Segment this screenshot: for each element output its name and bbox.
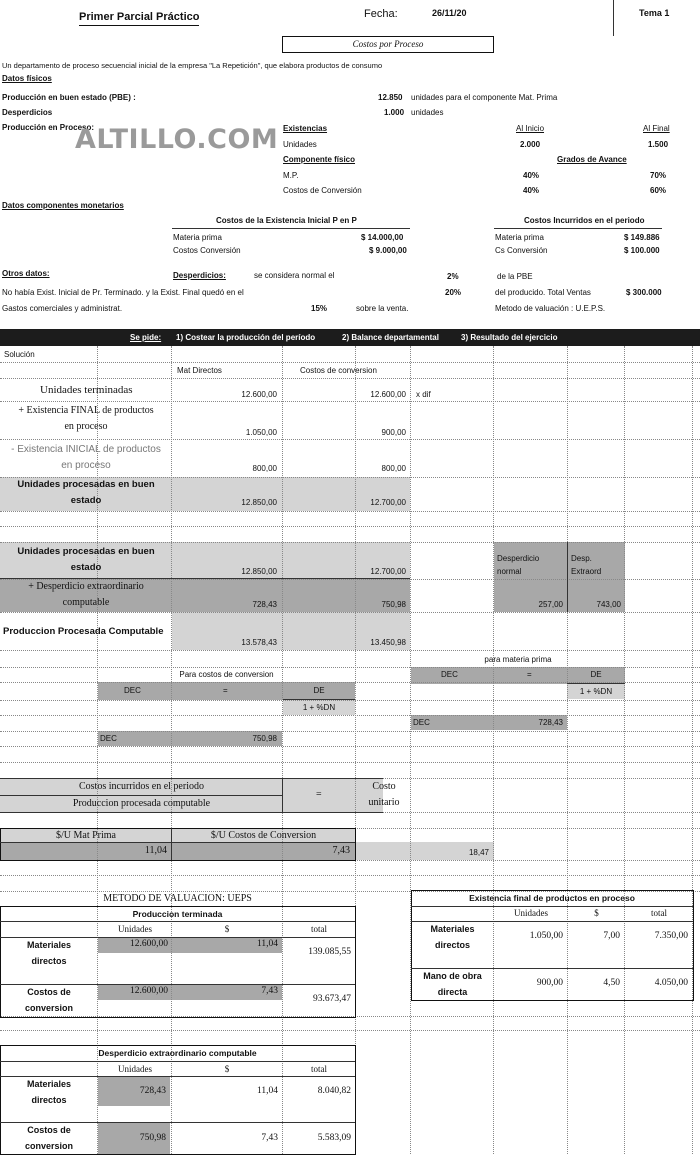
mp-formula-bar [567, 683, 625, 684]
ueps-md-unid: 12.600,00 [130, 939, 168, 949]
cc-label: Costos de Conversión [283, 186, 362, 195]
otros-line2-rest: del producido. Total Ventas [495, 288, 591, 297]
unit-mp-value: 11,04 [144, 845, 167, 856]
ei-mp-label: Materia prima [173, 233, 222, 242]
de-cc-unid: 750,98 [139, 1133, 166, 1143]
mp-formula-de: DE [590, 670, 602, 679]
grid-row [0, 1030, 700, 1031]
grid-row [0, 875, 700, 876]
ef-md-unid: 1.050,00 [529, 931, 563, 941]
intro-text: Un departamento de proceso secuencial inicial de la empresa "La Repetición", que elabora productos de consumo [2, 61, 383, 70]
cc-formula-dec2: DEC [100, 734, 117, 743]
ueps-cc-precio: 7,43 [261, 986, 278, 996]
ueps-cc-label-1: Costos de [27, 987, 71, 997]
cc-formula-de: DE [313, 686, 325, 695]
grid-row [0, 746, 700, 747]
otros-ventas: $ 300.000 [626, 288, 662, 297]
ueps-hdr-line2 [0, 937, 355, 938]
ef-mid-line [411, 968, 693, 969]
ef-md-precio: 7,00 [603, 931, 620, 941]
ueps-mid-line [0, 984, 355, 985]
ef-h-total: total [651, 908, 667, 918]
header-divider [613, 0, 614, 36]
de-hdr-line [0, 1061, 355, 1062]
de-md-total: 8.040,82 [317, 1086, 351, 1096]
grid-row [0, 526, 700, 527]
ppc-label: Produccion Procesada Computable [3, 626, 164, 637]
unit-mp-label: $/U Mat Prima [56, 830, 116, 841]
ef-md-total: 7.350,00 [654, 931, 688, 941]
mp-label: M.P. [283, 171, 299, 180]
ef-md: 1.050,00 [245, 428, 277, 437]
unitario-den: Produccion procesada computable [72, 798, 211, 809]
dec-label-2: computable [62, 597, 110, 608]
otros-desp-pbe: de la PBE [497, 272, 533, 281]
otros-heading: Otros datos: [2, 269, 50, 278]
ei-cc: 800,00 [381, 464, 406, 473]
fecha-label: Fecha: [364, 8, 398, 20]
unit-costs-mid [0, 842, 355, 843]
ueps-md-label-1: Materiales [26, 940, 72, 950]
se-pide-item3: 3) Resultado del ejercicio [461, 333, 558, 342]
ef-mo-total: 4.050,00 [654, 978, 688, 988]
grid-row [0, 477, 700, 478]
cc-formula-den: 1 + %DN [302, 703, 336, 712]
desp-note: unidades [411, 108, 444, 117]
dx-value: 743,00 [596, 600, 621, 609]
otros-desp-text: se considera normal el [254, 271, 335, 280]
ueps-subtitle: Produccion terminada [132, 909, 223, 919]
unitario-bottom [0, 812, 383, 813]
ef-mo-precio: 4,50 [603, 978, 620, 988]
dx-label-2: Extraord [571, 567, 602, 576]
ueps-h-precio: $ [224, 924, 230, 934]
unitario-res-2: unitario [368, 797, 400, 808]
ei-mp-value: $ 14.000,00 [361, 233, 404, 242]
unit-cc-label: $/U Costos de Conversion [210, 830, 317, 841]
grid-row [0, 378, 700, 379]
ut-label: Unidades terminadas [40, 384, 133, 396]
existencias-heading: Existencias [283, 124, 328, 133]
upbe-cc: 12.700,00 [370, 498, 406, 507]
unidades-inicio: 2.000 [520, 140, 541, 149]
grid-col-5 [410, 346, 411, 1154]
ci-title: Costos Incurridos en el periodo [524, 216, 645, 225]
ef-label-1: + Existencia FINAL de productos [18, 405, 154, 416]
mp-formula-eq: = [527, 670, 532, 679]
ef-mo-unid: 900,00 [536, 978, 563, 988]
otros-desp-label: Desperdicios: [173, 271, 226, 280]
mp-inicio: 40% [523, 171, 540, 180]
cc-formula-val: 750,98 [252, 734, 277, 743]
upbe2-cc: 12.700,00 [370, 567, 406, 576]
ueps-hdr-line [0, 921, 355, 922]
componente-heading: Componente físico [283, 155, 356, 164]
de-mid-line [0, 1122, 355, 1123]
proc-label: Producción en Proceso: [2, 123, 95, 132]
ci-cc-value: $ 100.000 [624, 246, 660, 255]
fecha-value: 26/11/20 [432, 8, 467, 18]
unitario-res-1: Costo [372, 781, 396, 792]
de-md-label-2: directos [31, 1095, 67, 1105]
de-md-label-1: Materiales [26, 1079, 72, 1089]
ci-mp-label: Materia prima [495, 233, 544, 242]
upbe-label-1: Unidades procesadas en buen [17, 479, 155, 490]
ueps-cc-unid: 12.600,00 [130, 986, 168, 996]
grid-row [0, 762, 700, 763]
mp-formula-val: 728,43 [538, 718, 563, 727]
page-title: Primer Parcial Práctico [79, 11, 199, 26]
mp-formula-dec: DEC [441, 670, 458, 679]
cc-formula-dec: DEC [124, 686, 141, 695]
ei-rule [172, 228, 410, 229]
col-mat-directos: Mat Directos [177, 366, 222, 375]
solucion-label: Solución [4, 350, 35, 359]
de-md-unid: 728,43 [139, 1086, 166, 1096]
grid-row [0, 667, 700, 668]
ef-md-label-2: directos [434, 940, 470, 950]
de-h-precio: $ [224, 1064, 230, 1074]
grid-row [0, 700, 700, 701]
cc-formula-eq: = [223, 686, 228, 695]
dx-label-1: Desp. [571, 554, 592, 563]
monetarios-heading: Datos componentes monetarios [2, 201, 124, 210]
ei-md: 800,00 [252, 464, 277, 473]
otros-line2-pct: 20% [445, 288, 462, 297]
ci-cc-label: Cs Conversión [495, 246, 548, 255]
ueps-title: METODO DE VALUACION: UEPS [103, 893, 252, 904]
se-pide-item2: 2) Balance departamental [342, 333, 439, 342]
watermark-logo: ALTILLO.COM [75, 124, 279, 155]
unit-total-value: 18,47 [468, 848, 489, 857]
grid-row [0, 511, 700, 512]
upbe2-bottom [0, 578, 410, 579]
unit-cc-value: 7,43 [332, 845, 350, 856]
otros-metodo: Metodo de valuación : U.E.P.S. [495, 304, 606, 313]
cc-inicio: 40% [523, 186, 540, 195]
ppc-md: 13.578,43 [241, 638, 277, 647]
upbe2-label-1: Unidades procesadas en buen [17, 546, 155, 557]
al-final-heading: Al Final [643, 124, 670, 133]
dn-value: 257,00 [538, 600, 563, 609]
cc-formula-bar [283, 699, 355, 700]
de-md-precio: 11,04 [256, 1086, 278, 1096]
grid-row [0, 715, 700, 716]
pbe-value: 12.850 [378, 93, 403, 102]
upbe-label-2: estado [70, 495, 102, 506]
cc-formula-title: Para costos de conversion [179, 670, 274, 679]
ei-label-2: en proceso [61, 460, 111, 471]
unitario-eq: = [316, 789, 322, 800]
de-hdr-line2 [0, 1076, 355, 1077]
ueps-h-total: total [311, 924, 327, 934]
ueps-cc-label-2: conversion [24, 1003, 73, 1013]
ut-cc: 12.600,00 [370, 390, 406, 399]
de-h-unidades: Unidades [118, 1064, 152, 1074]
ef-mo-label-2: directa [437, 987, 468, 997]
dec-label-1: + Desperdicio extraordinario [28, 581, 144, 592]
ueps-md-total: 139.085,55 [308, 947, 351, 957]
cc-final: 60% [650, 186, 667, 195]
ef-hdr-line [411, 906, 693, 907]
dn-label-1: Desperdicio [497, 554, 540, 563]
ueps-md-label-2: directos [31, 956, 67, 966]
upbe2-md: 12.850,00 [241, 567, 277, 576]
datos-fisicos-heading: Datos físicos [2, 74, 52, 83]
mp-formula-den: 1 + %DN [579, 687, 613, 696]
pbe-label: Producción en buen estado (PBE) : [2, 93, 136, 102]
desp-value: 1.000 [384, 108, 405, 117]
grid-row [0, 439, 700, 440]
mp-final: 70% [650, 171, 667, 180]
ef-cc: 900,00 [381, 428, 406, 437]
de-h-total: total [311, 1064, 327, 1074]
subtitle: Costos por Proceso [352, 39, 424, 49]
otros-line2-text: No había Exist. Inicial de Pr. Terminado. y la Exist. Final quedó en el [2, 288, 244, 297]
grid-col-8 [624, 346, 625, 1154]
ef-title: Existencia final de productos en proceso [469, 893, 635, 903]
ef-md-label-1: Materiales [430, 924, 475, 934]
ei-label-1: - Existencia INICIAL de productos [11, 444, 161, 455]
tema-label: Tema 1 [639, 8, 670, 18]
ef-h-precio: $ [594, 908, 599, 918]
dec-md: 728,43 [252, 600, 277, 609]
ueps-h-unidades: Unidades [118, 924, 152, 934]
grid-row [0, 731, 700, 732]
otros-line3-pct: 15% [311, 304, 328, 313]
ef-h-unidades: Unidades [514, 908, 548, 918]
ei-cc-label: Costos Conversión [173, 246, 241, 255]
unitario-num: Costos incurridos en el periodo [79, 781, 204, 792]
upbe2-label-2: estado [70, 562, 102, 573]
ut-md: 12.600,00 [241, 390, 277, 399]
mp-formula-title: para materia prima [484, 655, 552, 664]
ueps-md-precio: 11,04 [256, 939, 278, 949]
mp-formula-dec2: DEC [413, 718, 430, 727]
otros-desp-pct: 2% [447, 272, 459, 281]
se-pide-item1: 1) Costear la producción del período [176, 333, 316, 342]
grid-row [0, 612, 700, 613]
de-title: Desperdicio extraordinario computable [98, 1048, 257, 1058]
ci-rule [494, 228, 662, 229]
ef-label-2: en proceso [64, 421, 108, 432]
ueps-cc-total: 93.673,47 [313, 994, 351, 1004]
pbe-note: unidades para el componente Mat. Prima [411, 93, 558, 102]
grados-heading: Grados de Avance [557, 155, 627, 164]
grid-row [0, 650, 700, 651]
grid-row [0, 362, 700, 363]
dn-label-2: normal [497, 567, 522, 576]
unidades-label: Unidades [283, 140, 317, 149]
ei-title: Costos de la Existencia Inicial P en P [216, 216, 357, 225]
de-cc-label-1: Costos de [27, 1125, 71, 1135]
unitario-fraction [0, 795, 283, 796]
col-costos-conversion: Costos de conversion [300, 366, 377, 375]
grid-col-6 [493, 346, 494, 1154]
ei-cc-value: $ 9.000,00 [369, 246, 407, 255]
de-cc-total: 5.583,09 [317, 1133, 351, 1143]
unidades-final: 1.500 [648, 140, 669, 149]
ut-note: x dif [416, 390, 431, 399]
grid-row [0, 542, 700, 543]
ppc-cc: 13.450,98 [370, 638, 406, 647]
de-cc-label-2: conversion [24, 1141, 73, 1151]
otros-line3-text: Gastos comerciales y administrat. [2, 304, 123, 313]
grid-row [0, 401, 700, 402]
dec-cc: 750,98 [381, 600, 406, 609]
unitario-top [0, 778, 383, 779]
ef-mo-label-1: Mano de obra [423, 971, 482, 981]
ci-mp-value: $ 149.886 [624, 233, 660, 242]
grid-row [0, 579, 700, 580]
de-cc-precio: 7,43 [261, 1133, 278, 1143]
grid-col-7 [567, 346, 568, 1154]
al-inicio-heading: Al Inicio [516, 124, 545, 133]
otros-line3-rest: sobre la venta. [356, 304, 409, 313]
se-pide-label: Se pide: [130, 333, 162, 342]
ef-hdr-line2 [411, 921, 693, 922]
desp-label: Desperdicios [2, 108, 53, 117]
upbe-md: 12.850,00 [241, 498, 277, 507]
grid-col-9 [692, 346, 693, 1154]
